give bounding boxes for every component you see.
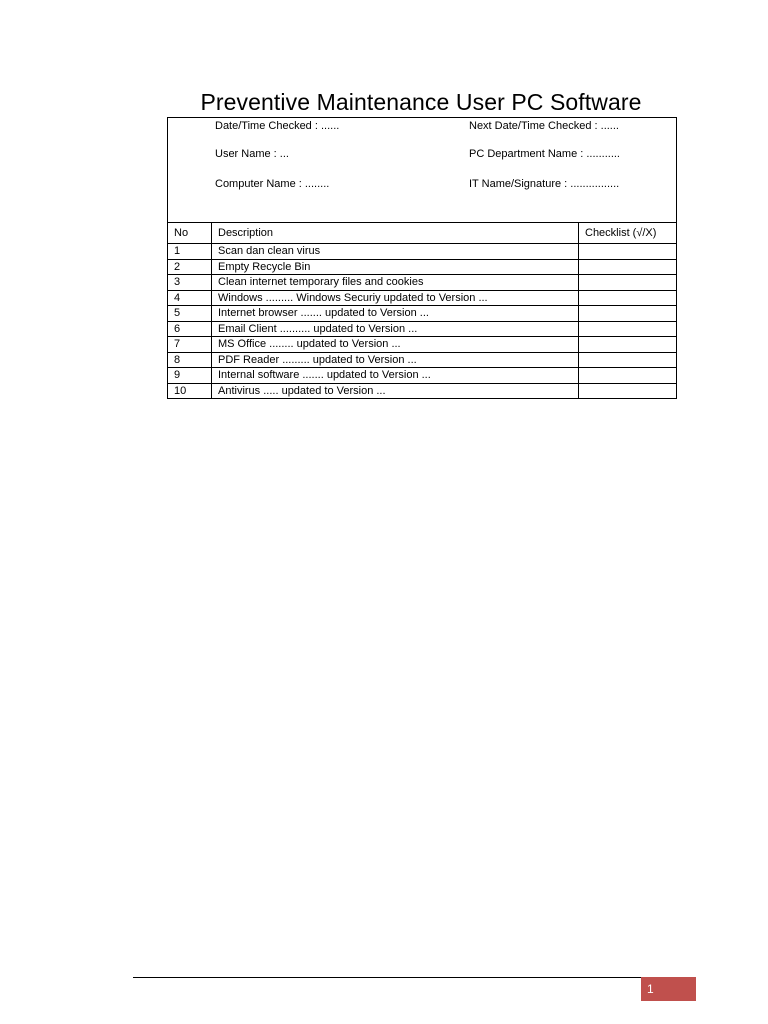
row-checklist-cell[interactable] [579, 306, 677, 322]
table-row [168, 383, 676, 398]
header-description: Description [212, 223, 579, 244]
row-no: 2 [168, 259, 212, 275]
table-row [168, 321, 676, 337]
checklist-table [168, 223, 676, 398]
row-checklist-cell[interactable] [579, 290, 677, 306]
row-no: 8 [168, 352, 212, 368]
table-row [168, 244, 676, 260]
row-checklist-cell[interactable] [579, 368, 677, 384]
computer-name-field: Computer Name : ........ [215, 178, 330, 190]
next-date-time-checked-field: Next Date/Time Checked : ...... [469, 120, 619, 132]
row-checklist-cell[interactable] [579, 244, 677, 260]
user-name-field: User Name : ... [215, 148, 289, 160]
row-description: Scan dan clean virus [212, 244, 579, 260]
header-no: No [168, 223, 212, 244]
row-no: 9 [168, 368, 212, 384]
table-row [168, 368, 676, 384]
pc-department-name-field: PC Department Name : ........... [469, 148, 620, 160]
row-no: 7 [168, 337, 212, 353]
page-number-badge: 1 [641, 977, 696, 1001]
header-checklist: Checklist (√/X) [585, 227, 657, 239]
row-no: 6 [168, 321, 212, 337]
row-checklist-cell[interactable] [579, 337, 677, 353]
table-row [168, 337, 676, 353]
row-description: Internal software ....... updated to Version ... [212, 368, 579, 384]
row-description: Internet browser ....... updated to Version ... [212, 306, 579, 322]
row-no: 3 [168, 275, 212, 291]
row-description: PDF Reader ......... updated to Version ... [212, 352, 579, 368]
info-section [168, 118, 676, 223]
maintenance-form [167, 117, 677, 399]
row-no: 5 [168, 306, 212, 322]
row-description: Clean internet temporary files and cookies [212, 275, 579, 291]
row-description: Email Client .......... updated to Version ... [212, 321, 579, 337]
row-description: Windows ......... Windows Securiy updated to Version ... [212, 290, 579, 306]
row-no: 1 [168, 244, 212, 260]
row-checklist-cell[interactable] [579, 321, 677, 337]
table-row [168, 259, 676, 275]
row-description: Empty Recycle Bin [212, 259, 579, 275]
table-row [168, 275, 676, 291]
row-description: MS Office ........ updated to Version ... [212, 337, 579, 353]
date-time-checked-field: Date/Time Checked : ...... [215, 120, 340, 132]
table-header-row [168, 223, 676, 244]
row-checklist-cell[interactable] [579, 275, 677, 291]
row-checklist-cell[interactable] [579, 383, 677, 398]
table-row [168, 290, 676, 306]
row-checklist-cell[interactable] [579, 259, 677, 275]
table-row [168, 306, 676, 322]
table-row [168, 352, 676, 368]
it-name-signature-field: IT Name/Signature : ................ [469, 178, 620, 190]
row-checklist-cell[interactable] [579, 352, 677, 368]
page-title: Preventive Maintenance User PC Software [200, 89, 642, 115]
row-no: 4 [168, 290, 212, 306]
row-description: Antivirus ..... updated to Version ... [212, 383, 579, 398]
row-no: 10 [168, 383, 212, 398]
footer-divider [133, 977, 641, 978]
